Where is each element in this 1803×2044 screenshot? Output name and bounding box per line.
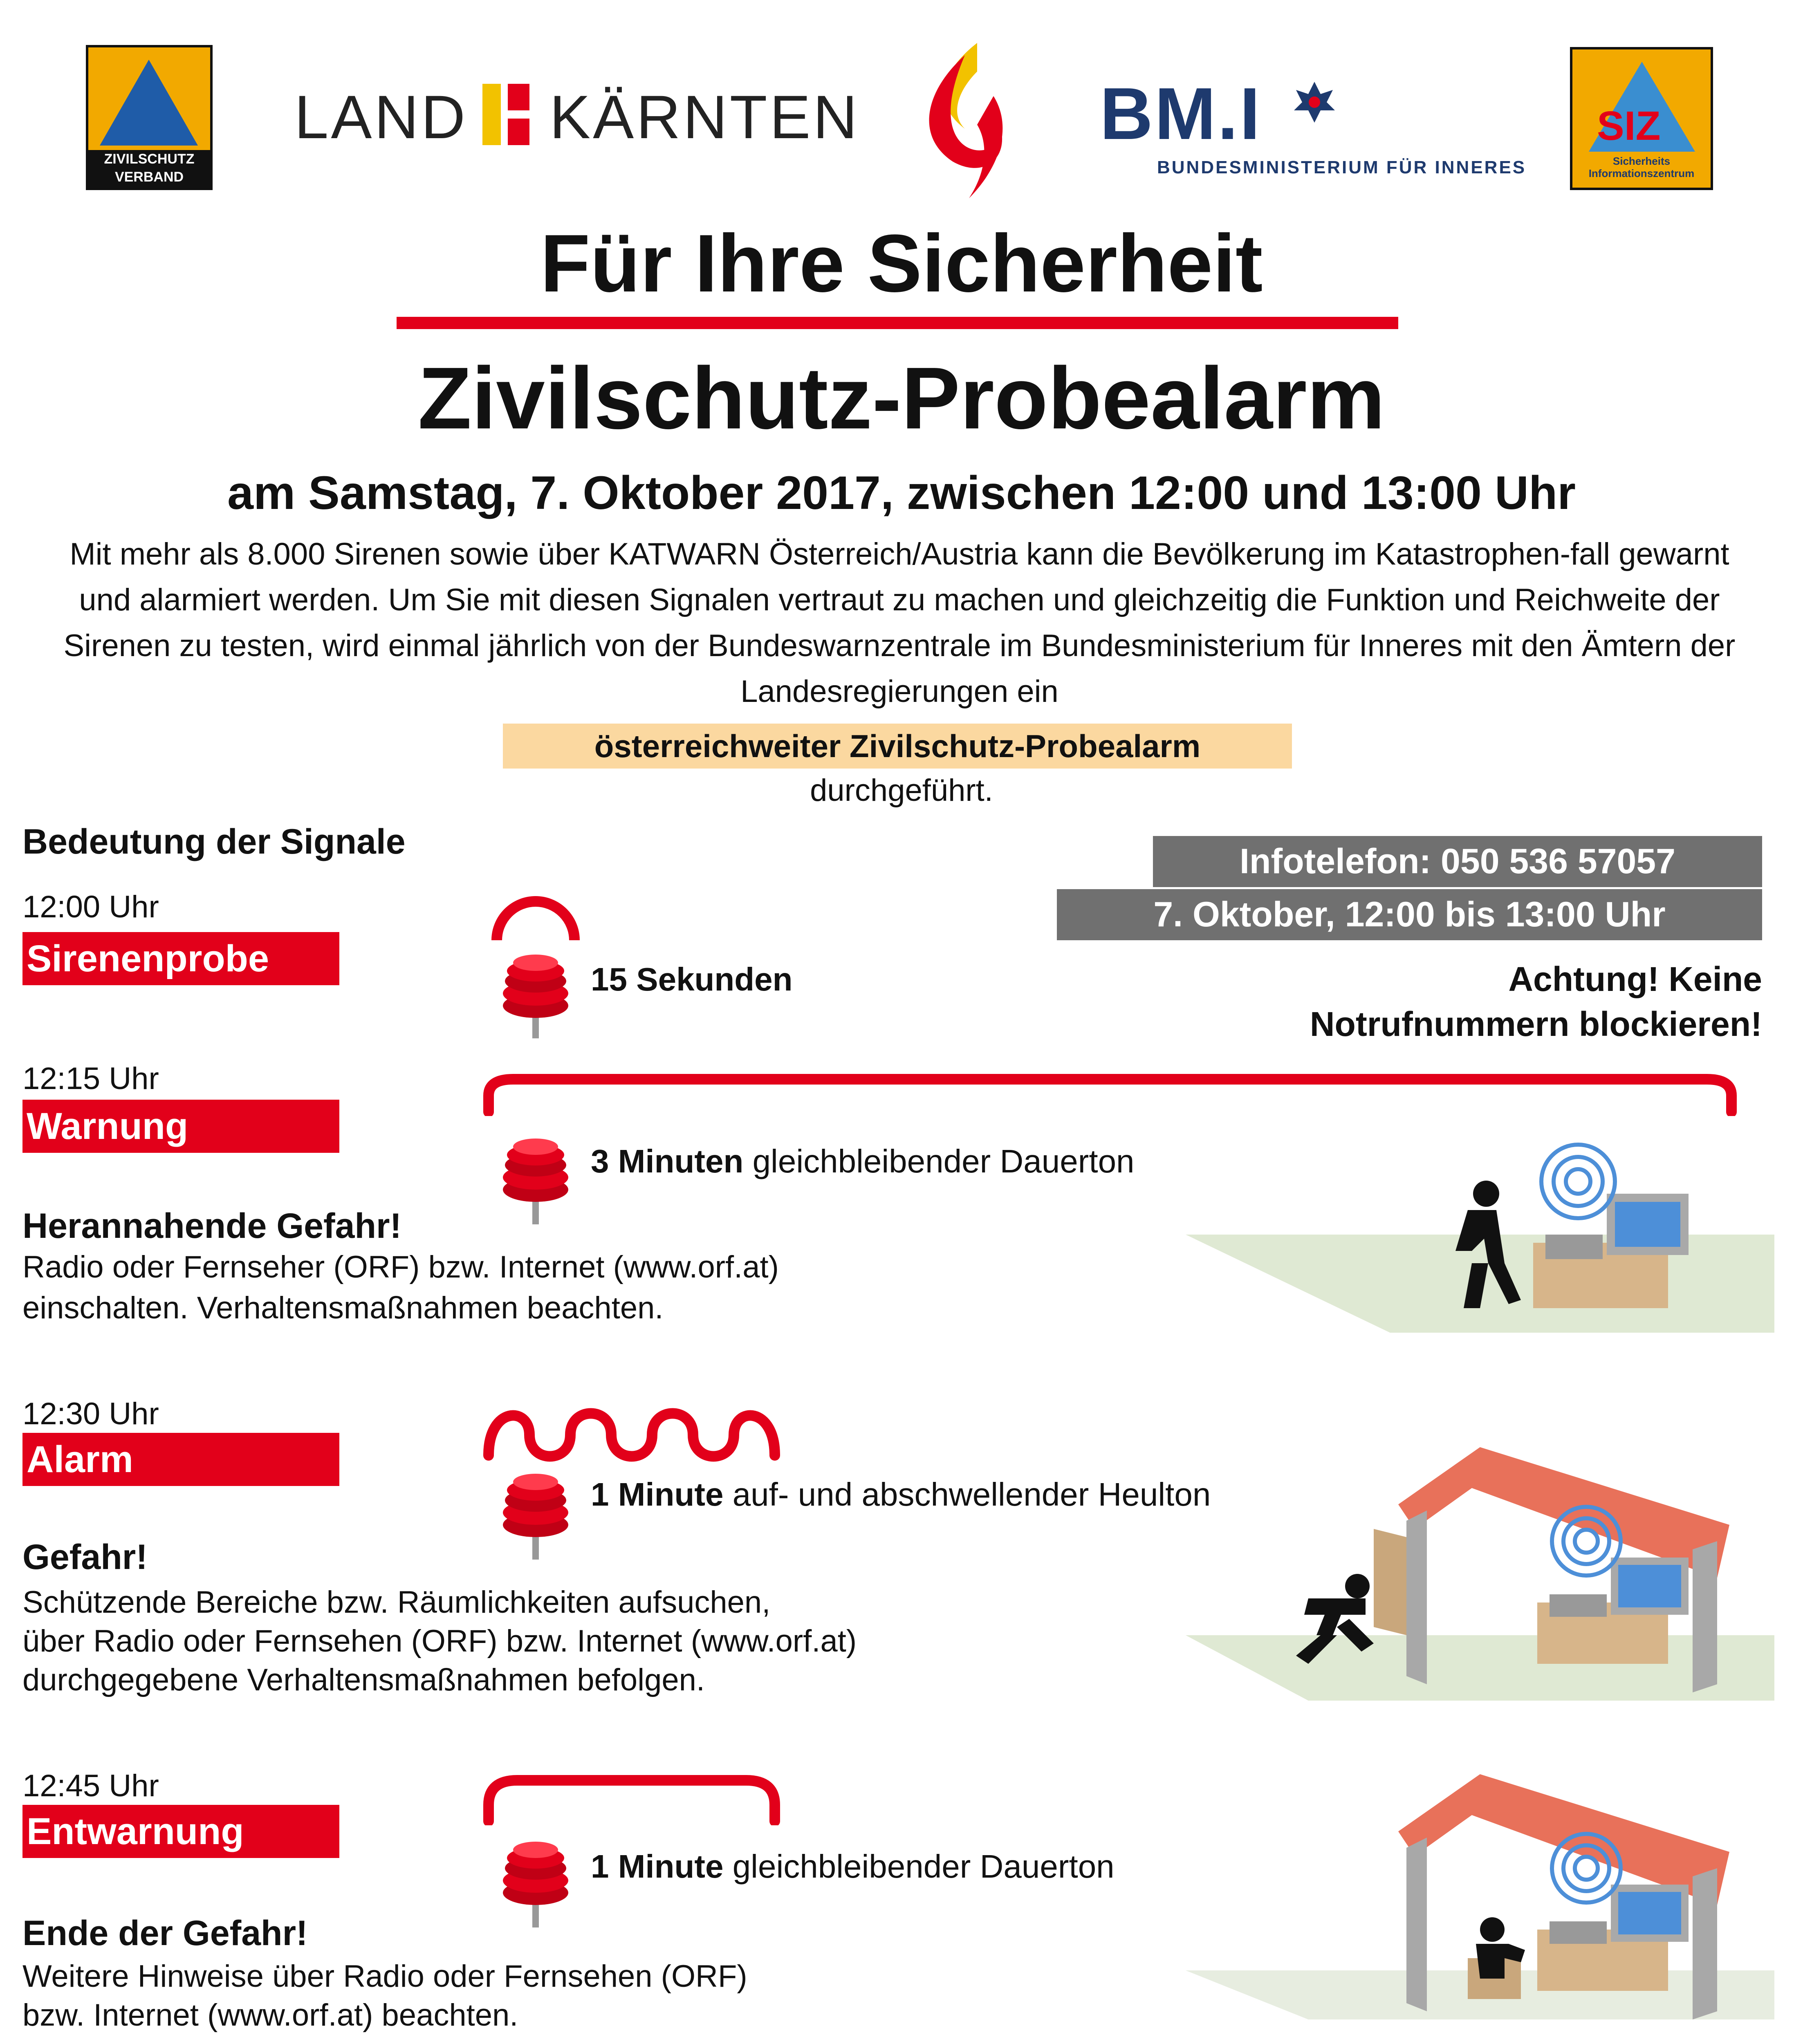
siren-icon [489, 1132, 583, 1226]
signal-time: 12:00 Uhr [22, 890, 159, 924]
signals-heading: Bedeutung der Signale [22, 822, 406, 861]
wave-tone-line [480, 1390, 783, 1472]
siren-icon [489, 883, 583, 1042]
signal-text-1: Schützende Bereiche bzw. Räumlichkeiten aufsuchen, [22, 1585, 771, 1620]
signal-duration: 3 Minuten gleichbleibender Dauerton [591, 1143, 1135, 1179]
signal-label: Alarm [22, 1433, 339, 1486]
zivilschutz-caption: ZIVILSCHUTZ VERBAND [88, 150, 210, 188]
siren-icon [489, 1836, 583, 1930]
kaernten-flag-icon [482, 84, 529, 145]
intro-text: Mit mehr als 8.000 Sirenen sowie über KATWARN Österreich/Austria kann die Bevölkerung im Katastrophen-fall gewarnt und alarmiert werden. Um Sie mit diesen Signalen vertraut zu machen und gleichzeitig die Funktion und Reichweite der Sirenen zu testen, wird einmal jährlich von der Bundeswarnzentrale im Bundesministerium für Inneres mit den Ämtern der Landesregierungen ein [63, 537, 1736, 709]
eagle-icon [1292, 78, 1337, 127]
siz-title: SIZ [1597, 103, 1661, 149]
warning-line-2: Notrufnummern blockieren! [1310, 1005, 1762, 1043]
signal-text-2: bzw. Internet (www.orf.at) beachten. [22, 1998, 518, 2033]
signal-time: 12:45 Uhr [22, 1768, 159, 1803]
land-kaernten-logo [294, 82, 860, 152]
signal-time: 12:15 Uhr [22, 1061, 159, 1096]
house-shelter-scene [1186, 1423, 1774, 1701]
date-line: am Samstag, 7. Oktober 2017, zwischen 12:00 und 13:00 Uhr [227, 467, 1576, 519]
flame-logo-icon [916, 39, 1014, 202]
closing-text: durchgeführt. [810, 773, 993, 808]
land-label: LAND [294, 83, 468, 151]
bmi-logo: BM.I [1100, 73, 1262, 155]
siz-logo [1570, 47, 1713, 190]
signal-label: Sirenenprobe [22, 932, 339, 985]
signal-label: Entwarnung [22, 1805, 339, 1858]
zivilschutz-logo [86, 45, 213, 190]
siren-icon [489, 1468, 583, 1562]
info-phone: Infotelefon: 050 536 57057 [1153, 836, 1762, 887]
highlight-text: österreichweiter Zivilschutz-Probealarm [503, 724, 1292, 769]
radio-tv-scene [1186, 1128, 1774, 1333]
signal-heading: Herannahende Gefahr! [22, 1206, 402, 1246]
bmi-subtitle: BUNDESMINISTERIUM FÜR INNERES [1157, 157, 1527, 177]
kaernten-label: KÄRNTEN [549, 83, 860, 151]
title-divider [397, 317, 1398, 329]
signal-duration: 1 Minute gleichbleibender Dauerton [591, 1848, 1115, 1885]
signal-text-1: Weitere Hinweise über Radio oder Fernsehen (ORF) [22, 1959, 747, 1994]
info-hours: 7. Oktober, 12:00 bis 13:00 Uhr [1057, 889, 1762, 940]
signal-text-3: durchgegebene Verhaltensmaßnahmen befolgen. [22, 1663, 705, 1697]
signal-time: 12:30 Uhr [22, 1396, 159, 1431]
signal-text-2: einschalten. Verhaltensmaßnahmen beachten. [22, 1291, 664, 1325]
signal-heading: Ende der Gefahr! [22, 1914, 308, 1953]
signal-duration: 15 Sekunden [591, 961, 793, 997]
siz-subtitle: Sicherheits Informationszentrum [1588, 155, 1695, 179]
long-tone-line [480, 1768, 787, 1825]
house-safe-scene [1186, 1758, 1774, 2019]
signal-duration: 1 Minute auf- und abschwellender Heulton [591, 1476, 1211, 1513]
radio-icon [1545, 1235, 1603, 1259]
headline: Zivilschutz-Probealarm [418, 349, 1385, 447]
long-tone-line [480, 1067, 1748, 1116]
signal-label: Warnung [22, 1100, 339, 1153]
signal-heading: Gefahr! [22, 1537, 148, 1577]
signal-text-2: über Radio oder Fernsehen (ORF) bzw. Internet (www.orf.at) [22, 1624, 857, 1659]
signal-text-1: Radio oder Fernseher (ORF) bzw. Internet (www.orf.at) [22, 1250, 779, 1284]
warning-line-1: Achtung! Keine [1508, 960, 1762, 998]
warning-note [1104, 957, 1762, 1047]
page-title: Für Ihre Sicherheit [540, 218, 1263, 309]
